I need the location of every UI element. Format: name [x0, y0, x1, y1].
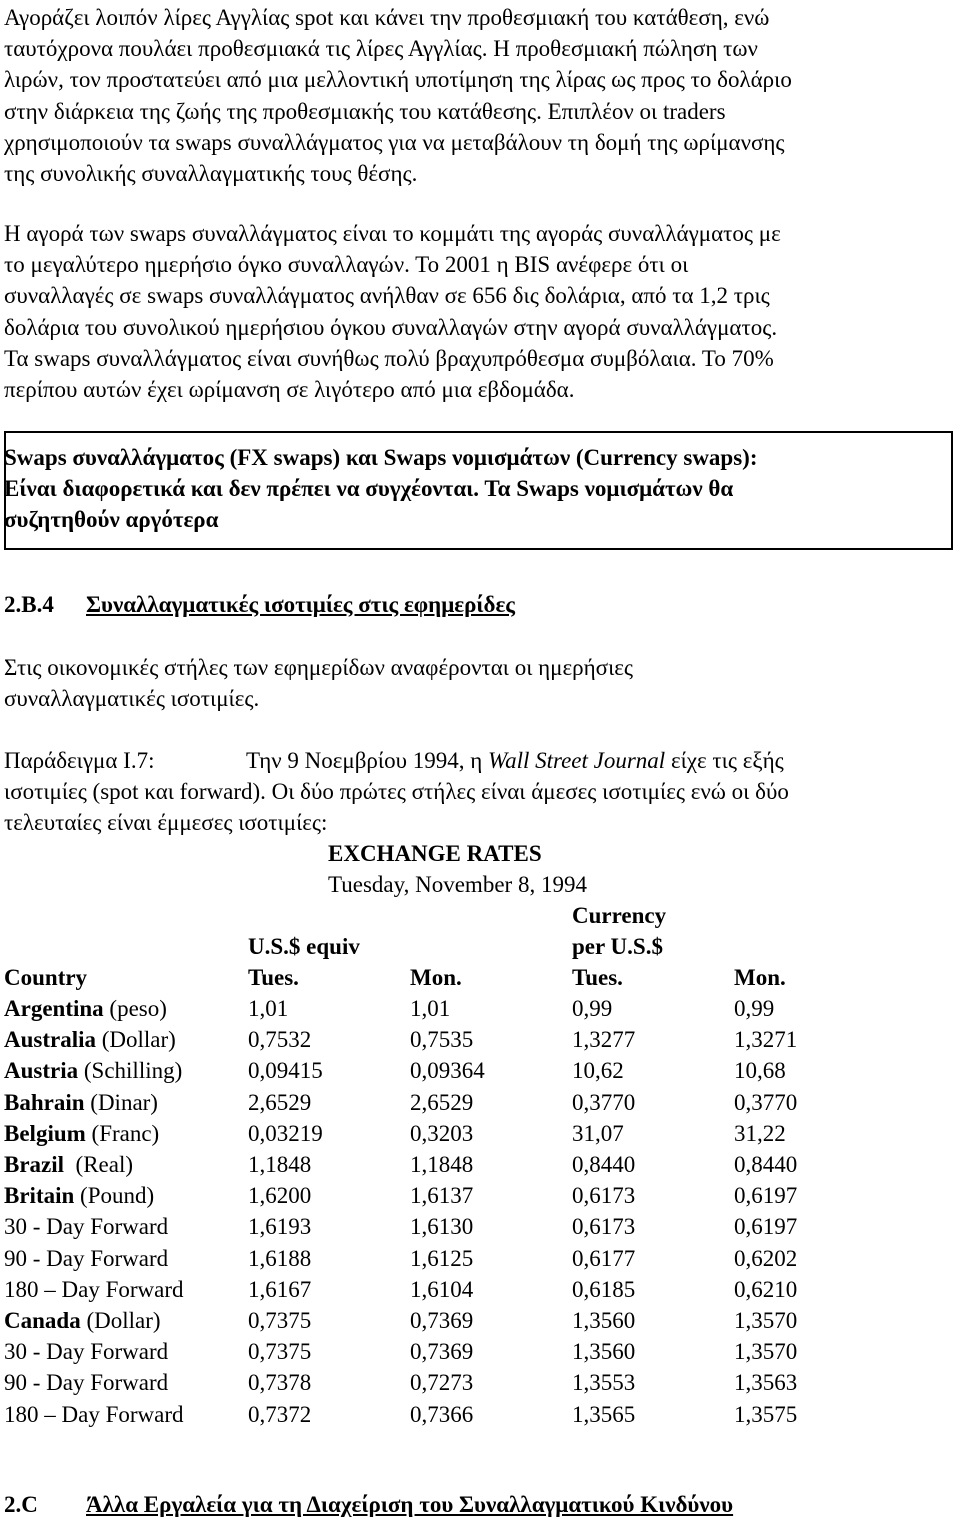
country-name: Austria: [4, 1058, 79, 1084]
rate-cell: 1,3560: [572, 1308, 636, 1333]
text-line: το μεγαλύτερο ημερήσιο όγκο συναλλαγών. Το 2001 η BIS ανέφερε ότι οι: [4, 252, 689, 278]
rate-cell: 0,6173: [572, 1214, 636, 1240]
rate-cell: 0,6197: [734, 1214, 798, 1240]
note-box-text: [4, 442, 758, 536]
country-unit: (peso): [103, 996, 167, 1021]
country-unit: 180 – Day Forward: [4, 1401, 184, 1427]
country-cell: [4, 1151, 133, 1178]
country-cell: [4, 1026, 176, 1053]
country-unit: (Schilling): [78, 1058, 183, 1084]
rate-cell: 1,3563: [734, 1370, 798, 1396]
text-line: δολάρια του συνολικού ημερήσιου όγκου συναλλαγών στην αγορά συναλλάγματος.: [4, 314, 778, 340]
country-cell: [4, 1182, 154, 1209]
rate-cell: 0,7369: [410, 1339, 474, 1365]
example-text: Την 9 Νοεμβρίου 1994, η: [246, 748, 489, 773]
rate-cell: 1,1848: [248, 1152, 312, 1177]
rate-cell: 0,7532: [248, 1027, 312, 1053]
rate-cell: 0,09415: [248, 1058, 323, 1084]
section-number: 2.C: [4, 1492, 38, 1517]
country-cell: [4, 995, 167, 1022]
section-title: Συναλλαγματικές ισοτιμίες στις εφημερίδες: [86, 592, 515, 617]
text-line: Η αγορά των swaps συναλλάγματος είναι το κομμάτι της αγοράς συναλλάγματος με: [4, 221, 781, 246]
paragraph-swap-market: [4, 218, 781, 405]
table-title: EXCHANGE RATES: [328, 841, 542, 866]
section-heading-b4: [4, 592, 515, 618]
text-line: συναλλαγές σε swaps συναλλάγματος ανήλθαν σε 656 δις δολάρια, από τα 1,2 τρις: [4, 283, 770, 309]
rate-cell: 0,7369: [410, 1308, 474, 1333]
paragraph-newspapers: [4, 652, 633, 714]
rate-cell: 0,7375: [248, 1339, 312, 1365]
country-unit: (Dollar): [80, 1308, 161, 1333]
header-day: Mon.: [734, 965, 786, 990]
rate-cell: 1,3570: [734, 1308, 798, 1333]
rate-cell: 1,3277: [572, 1027, 636, 1053]
rate-cell: 2,6529: [248, 1089, 312, 1115]
rate-cell: 0,6173: [572, 1183, 636, 1209]
table-date: Tuesday, November 8, 1994: [328, 872, 587, 897]
rate-cell: 0,6197: [734, 1183, 798, 1209]
header-country: Country: [4, 965, 88, 990]
country-unit: 30 - Day Forward: [4, 1339, 169, 1365]
section-heading-c: [4, 1492, 733, 1518]
country-name: Canada: [4, 1308, 81, 1333]
country-name: Australia: [4, 1027, 96, 1053]
rate-cell: 1,3565: [572, 1401, 636, 1427]
rate-cell: 0,8440: [572, 1152, 636, 1177]
country-unit: (Dinar): [84, 1089, 158, 1115]
country-name: Britain: [4, 1183, 75, 1209]
rate-cell: 0,3203: [410, 1120, 474, 1146]
paragraph-swap-usage: [4, 2, 792, 189]
header-day: Tues.: [572, 965, 623, 990]
country-cell: [4, 1213, 168, 1240]
rate-cell: 1,3560: [572, 1339, 636, 1365]
text-line: περίπου αυτών έχει ωρίμανση σε λιγότερο από μια εβδομάδα.: [4, 377, 575, 403]
rate-cell: 1,1848: [410, 1152, 474, 1177]
rate-cell: 1,6200: [248, 1183, 312, 1209]
section-title: Άλλα Εργαλεία για τη Διαχείριση του Συναλλαγματικού Κινδύνου: [86, 1492, 734, 1517]
country-name: Bahrain: [4, 1089, 85, 1115]
rate-cell: 1,6137: [410, 1183, 474, 1209]
country-unit: 90 - Day Forward: [4, 1370, 169, 1396]
header-day: Mon.: [410, 965, 462, 990]
note-line: Swaps συναλλάγματος (FX swaps) και Swaps νομισμάτων (Currency swaps):: [4, 445, 758, 470]
country-unit: 30 - Day Forward: [4, 1214, 169, 1240]
rate-cell: 0,7273: [410, 1370, 474, 1396]
rate-cell: 0,6185: [572, 1276, 636, 1302]
text-line: συναλλαγματικές ισοτιμίες.: [4, 686, 260, 712]
country-cell: [4, 1057, 182, 1084]
text-line: Τα swaps συναλλάγματος είναι συνήθως πολύ βραχυπρόθεσμα συμβόλαια. Το 70%: [4, 345, 774, 371]
rate-cell: 0,6177: [572, 1245, 636, 1271]
rate-cell: 0,6210: [734, 1276, 798, 1302]
rate-cell: 0,7372: [248, 1401, 312, 1427]
rate-cell: 0,6202: [734, 1245, 798, 1271]
example-text: είχε τις εξής: [665, 748, 784, 773]
country-cell: [4, 1245, 168, 1272]
country-unit: (Pound): [74, 1183, 155, 1209]
rate-cell: 0,03219: [248, 1120, 323, 1146]
example-line-3: τελευταίες είναι έμμεσες ισοτιμίες:: [4, 810, 328, 835]
note-line: Είναι διαφορετικά και δεν πρέπει να συγχέονται. Τα Swaps νομισμάτων θα: [4, 476, 734, 502]
country-name: Argentina: [4, 996, 104, 1021]
rate-cell: 1,01: [248, 996, 289, 1021]
rate-cell: 1,6193: [248, 1214, 312, 1240]
rate-cell: 10,62: [572, 1058, 624, 1084]
text-line: χρησιμοποιούν τα swaps συναλλάγματος για να μεταβάλουν τη δομή της ωρίμανσης: [4, 129, 785, 155]
text-line: Αγοράζει λοιπόν λίρες Αγγλίας spot και κάνει την προθεσμιακή του κατάθεση, ενώ: [4, 5, 770, 30]
rate-cell: 0,8440: [734, 1152, 798, 1177]
rate-cell: 0,09364: [410, 1058, 485, 1084]
country-unit: 180 – Day Forward: [4, 1276, 184, 1302]
rate-cell: 0,99: [572, 996, 613, 1021]
rate-cell: 1,3553: [572, 1370, 636, 1396]
rate-cell: 1,6188: [248, 1245, 312, 1271]
example-line-1: [246, 745, 784, 776]
example-label: Παράδειγμα Ι.7:: [4, 748, 155, 773]
country-unit: 90 - Day Forward: [4, 1245, 169, 1271]
country-unit: (Real): [64, 1152, 134, 1177]
country-cell: [4, 1120, 159, 1147]
newspaper-name: Wall Street Journal: [488, 748, 666, 773]
rate-cell: 1,6167: [248, 1276, 312, 1302]
column-group-currency: Currency: [572, 903, 667, 928]
rate-cell: 0,3770: [572, 1089, 636, 1115]
rate-cell: 0,7375: [248, 1308, 312, 1333]
rate-cell: 31,07: [572, 1120, 624, 1146]
column-group-usd-equiv: U.S.$ equiv: [248, 934, 360, 959]
text-line: Στις οικονομικές στήλες των εφημερίδων αναφέρονται οι ημερήσιες: [4, 655, 634, 680]
rate-cell: 1,6130: [410, 1214, 474, 1240]
rate-cell: 0,99: [734, 996, 775, 1021]
rate-cell: 1,6125: [410, 1245, 474, 1271]
rate-cell: 0,7535: [410, 1027, 474, 1053]
note-line: συζητηθούν αργότερα: [4, 507, 219, 533]
example-line-2: ισοτιμίες (spot και forward). Οι δύο πρώτες στήλες είναι άμεσες ισοτιμίες ενώ οι δύο: [4, 779, 789, 804]
column-group-per-usd: per U.S.$: [572, 934, 663, 959]
country-cell: [4, 1338, 168, 1365]
country-cell: [4, 1089, 158, 1116]
section-number: 2.B.4: [4, 592, 54, 617]
country-name: Brazil: [4, 1152, 65, 1177]
text-line: λιρών, τον προστατεύει από μια μελλοντική υποτίμηση της λίρας ως προς το δολάριο: [4, 67, 792, 93]
text-line: στην διάρκεια της ζωής της προθεσμιακής του κατάθεσης. Επιπλέον οι traders: [4, 98, 726, 124]
header-day: Tues.: [248, 965, 299, 990]
rate-cell: 1,3271: [734, 1027, 798, 1053]
rate-cell: 1,3575: [734, 1401, 798, 1427]
rate-cell: 2,6529: [410, 1089, 474, 1115]
rate-cell: 0,7366: [410, 1401, 474, 1427]
country-cell: [4, 1307, 161, 1334]
rate-cell: 0,7378: [248, 1370, 312, 1396]
country-cell: [4, 1276, 184, 1303]
rate-cell: 0,3770: [734, 1089, 798, 1115]
rate-cell: 1,01: [410, 996, 451, 1021]
rate-cell: 1,6104: [410, 1276, 474, 1302]
rate-cell: 1,3570: [734, 1339, 798, 1365]
country-unit: (Dollar): [96, 1027, 176, 1053]
country-cell: [4, 1369, 168, 1396]
rate-cell: 31,22: [734, 1120, 786, 1146]
country-name: Belgium: [4, 1120, 86, 1146]
text-line: ταυτόχρονα πουλάει προθεσμιακά τις λίρες Αγγλίας. Η προθεσμιακή πώληση των: [4, 36, 758, 62]
rate-cell: 10,68: [734, 1058, 786, 1084]
country-cell: [4, 1401, 184, 1428]
country-unit: (Franc): [85, 1120, 160, 1146]
text-line: της συνολικής συναλλαγματικής τους θέσης.: [4, 161, 418, 187]
